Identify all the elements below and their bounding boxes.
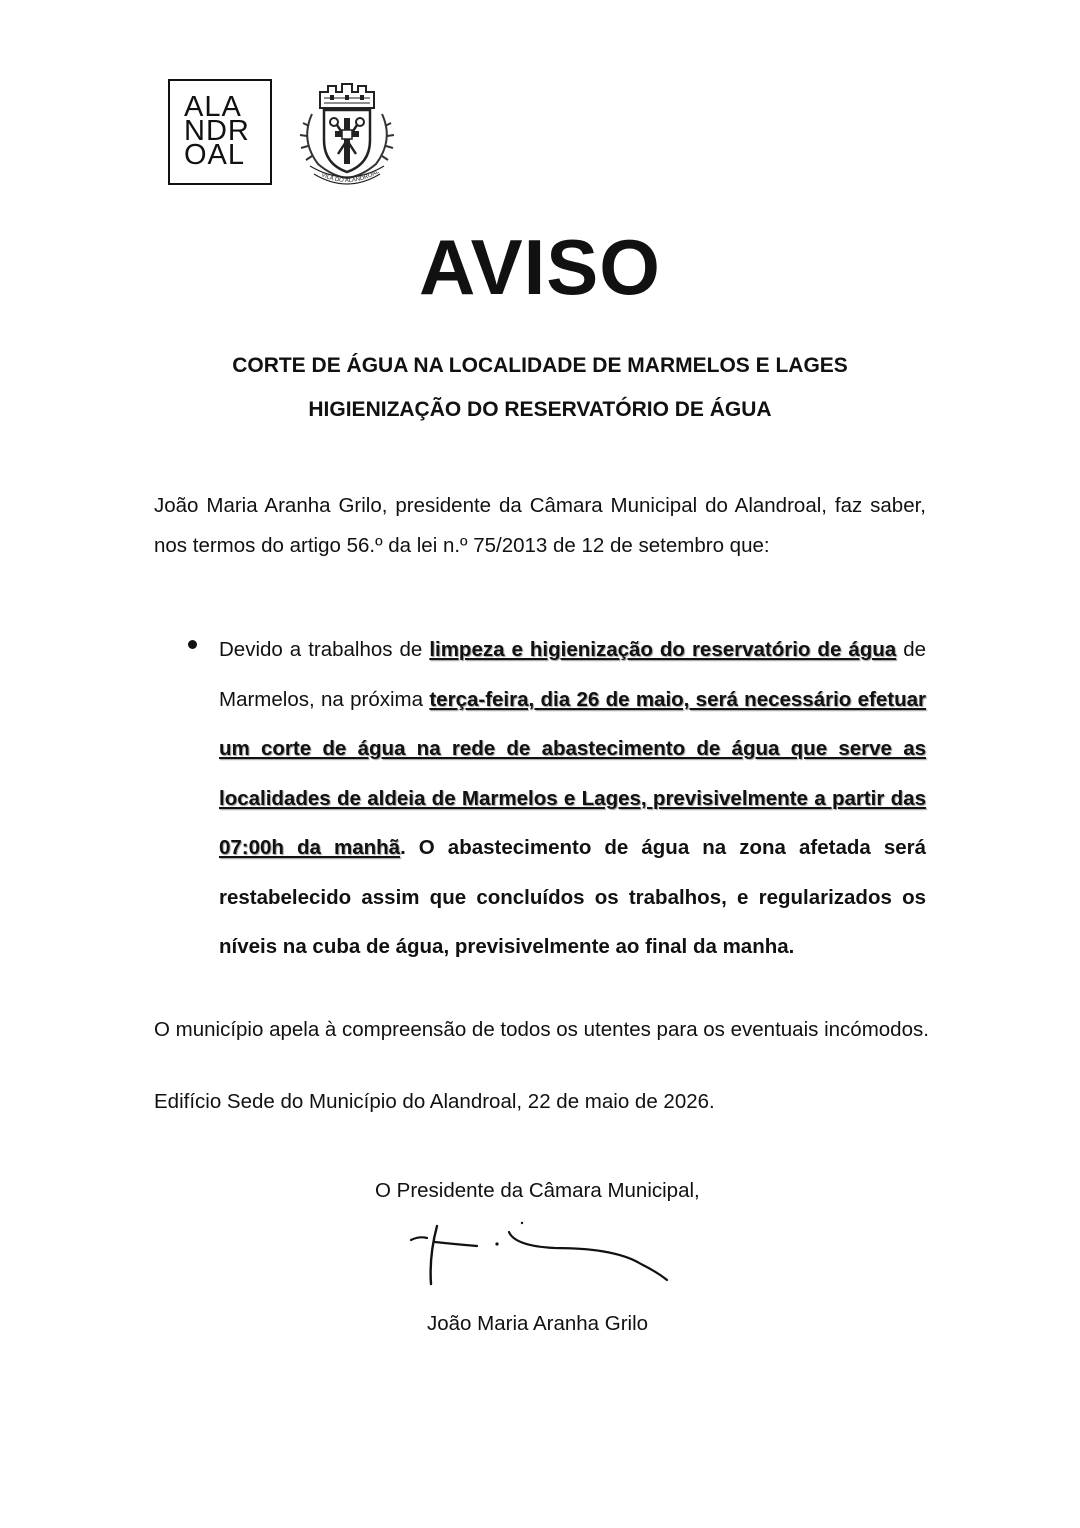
signature-name: João Maria Aranha Grilo: [427, 1312, 649, 1335]
bullet-highlight-cleaning: limpeza e higienização do reservatório de água: [429, 638, 897, 661]
subtitle-2: HIGIENIZAÇÃO DO RESERVATÓRIO DE ÁGUA: [308, 398, 772, 421]
appeal-text: O município apela à compreensão de todos os utentes para os eventuais incómodos.: [154, 1018, 929, 1041]
bullet-text-3: . O abastecimento de água na zona afetada será restabelecido assim que concluídos os trabalhos, e regularizados os níveis na cuba de água, previsivelmente ao final da manha.: [219, 836, 927, 958]
bullet-highlight-schedule: terça-feira, dia 26 de maio, será necessário efetuar um corte de água na rede de abastecimento de água que serve as localidades de aldeia de Marmelos e Lages, previsivelmente a partir das 07:00h da manhã: [219, 687, 926, 859]
logo-line-2: NDR: [184, 115, 250, 147]
logo-line-1: ALA: [184, 91, 242, 123]
bullet-paragraph: [219, 625, 926, 972]
bullet-text-1: Devido a trabalhos de: [219, 638, 430, 661]
intro-paragraph: João Maria Aranha Grilo, presidente da Câmara Municipal do Alandroal, faz saber, nos termos do artigo 56.º da lei n.º 75/2013 de 12 de setembro que:: [154, 494, 926, 557]
signature-icon: [405, 1216, 675, 1288]
bullet-text-2: de Marmelos, na próxima: [219, 638, 926, 711]
alandroal-logo: [168, 79, 272, 185]
municipal-coat-of-arms-icon: [290, 78, 404, 190]
notice-title: AVISO: [419, 223, 661, 311]
crest-ribbon-text: VILA DO ALANDROAL: [320, 168, 381, 185]
logo-line-3: OAL: [184, 139, 246, 171]
signature-title: O Presidente da Câmara Municipal,: [375, 1179, 700, 1202]
bullet-icon: [188, 640, 197, 649]
place-date-text: Edifício Sede do Município do Alandroal, 22 de maio de 2026.: [154, 1090, 715, 1113]
subtitle-1: CORTE DE ÁGUA NA LOCALIDADE DE MARMELOS E LAGES: [232, 354, 848, 377]
